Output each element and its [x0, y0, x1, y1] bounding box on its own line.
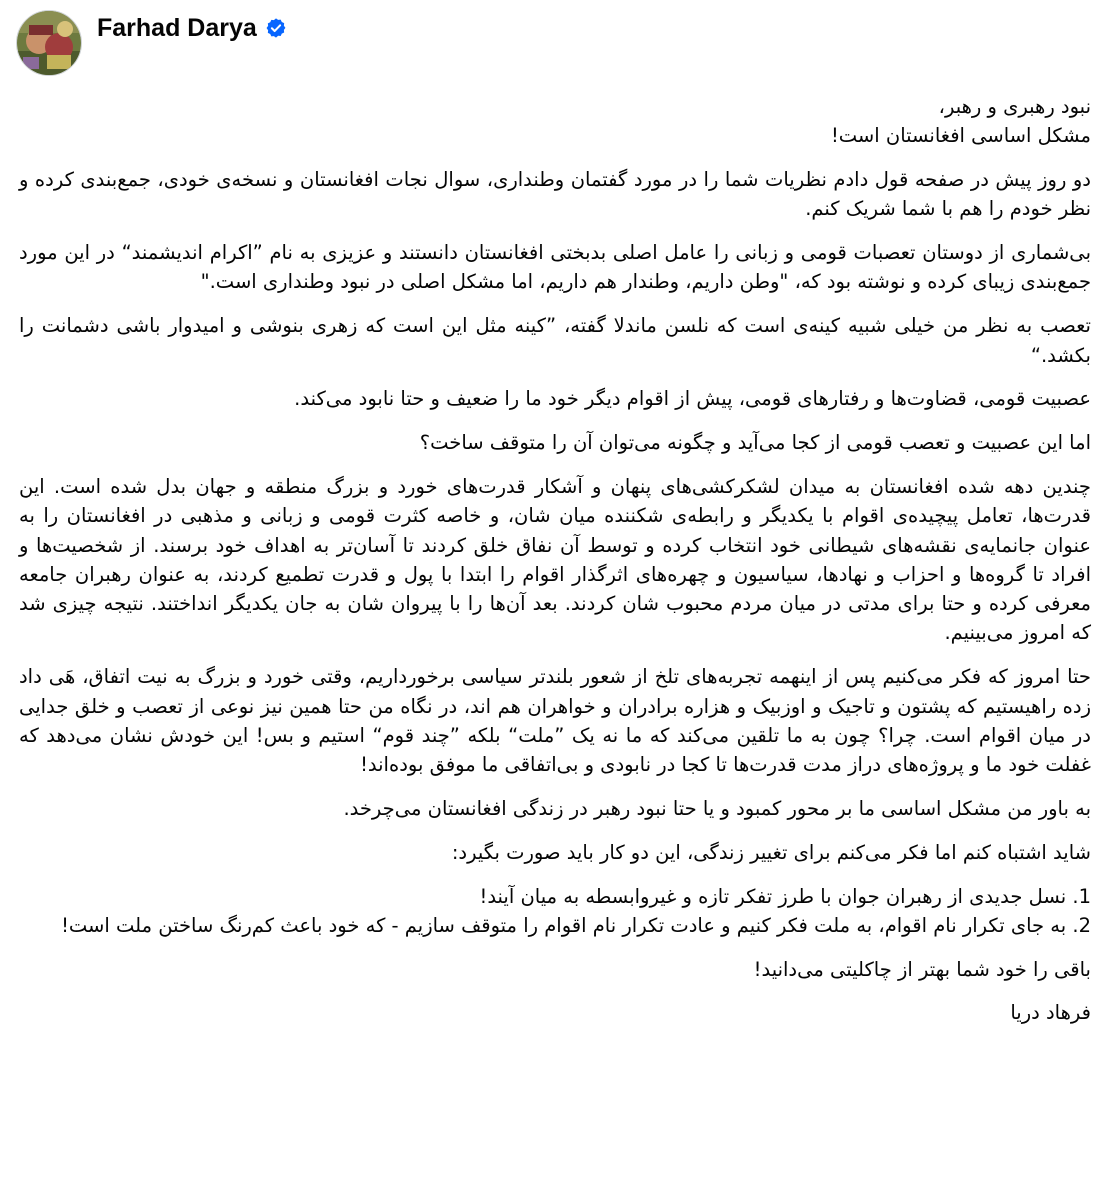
paragraph-5: اما این عصبیت و تعصب قومی از کجا می‌آید و چگونه می‌توان آن را متوقف ساخت؟	[419, 431, 1091, 455]
paragraph-8: به باور من مشکل اساسی ما بر محور کمبود و یا حتا نبود رهبر در زندگی افغانستان می‌چرخد.	[343, 796, 1091, 820]
paragraph-4: عصبیت قومی، قضاوت‌ها و رفتارهای قومی، پیش از اقوام دیگر خود ما را ضعیف و حتا نابود می‌کند.	[294, 387, 1091, 411]
signature: فرهاد دریا	[1010, 1001, 1091, 1025]
post-body	[19, 92, 1091, 1042]
profile-photo-icon	[17, 11, 82, 76]
post-header	[16, 8, 287, 78]
verified-badge-icon	[265, 17, 287, 39]
author-line	[97, 14, 287, 43]
paragraph-9: شاید اشتباه کنم اما فکر می‌کنم برای تغییر زندگی، این دو کار باید صورت بگیرد:	[451, 840, 1091, 864]
list-item-1: 1. نسل جدیدی از رهبران جوان با طرز تفکر تازه و غیروابسطه به میان آیند!	[479, 884, 1091, 908]
author-name[interactable]: Farhad Darya	[97, 13, 257, 42]
paragraph-1: دو روز پیش در صفحه قول دادم نظریات شما را در مورد گفتمان وطنداری، سوال نجات افغانستان و نسخه‌ی خودی، جمع‌بندی کرده و نظر خودم را هم با شما شریک کنم.	[19, 168, 1091, 221]
paragraph-10: باقی را خود شما بهتر از چاکلیتی می‌دانید!	[753, 957, 1091, 981]
title-line-2: مشکل اساسی افغانستان است!	[830, 124, 1091, 148]
paragraph-6: چندین دهه شده افغانستان به میدان لشکرکشی‌های پنهان و آشکار قدرت‌های خورد و بزرگ منطقه و جهان بدل شده است. این قدرت‌ها، تعامل پیچیده‌ی اقوام با یکدیگر و رابطه‌ی شکننده میان شان، و خاصه کثرت قومی و زبانی و مذهبی در افغانستان را به عنوان جانمایه‌ی نقشه‌های شیطانی خود انتخاب کرده و توسط آن نفاق خلق کردند تا آسان‌تر به اهداف خود برسند. از شخصیت‌ها و افراد تا گروه‌ها و احزاب و نهادها، سیاسیون و چهره‌های اثرگذار اقوام را ابتدا با پول و قدرت تطمیع کردند، به عنوان رهبران جامعه معرفی کرده و حتا برای مدتی در میان مردم محبوب شان کردند. بعد آن‌ها را با پیروان شان به جان یکدیگر انداختند. نتیجه چیزی شد که امروز می‌بینیم.	[19, 474, 1091, 645]
title-line-1: نبود رهبری و رهبر،	[938, 95, 1091, 118]
paragraph-3: تعصب به نظر من خیلی شبیه کینه‌ی است که نلسن ماندلا گفته، ”کینه مثل این است که زهری بنوشی و امیدوار باشی دشمانت را بکشد.“	[19, 314, 1091, 367]
paragraph-7: حتا امروز که فکر می‌کنیم پس از اینهمه تجربه‌های تلخ از شعور بلندتر سیاسی برخورداریم، وقتی خورد و بزرگ به نیت اتفاق، هَی داد زده راهیستیم که پشتون و تاجیک و اوزبیک و هزاره برادران و خواهران هم اند، در نگاه من حتا همین نیز نوعی از تعصب و خلق جدایی در میان اقوام است. چرا؟ چون به ما تلقین می‌کند که ما نه یک ”ملت“ بلکه ”چند قوم“ استیم و بس! این خودش نشان می‌دهد که غفلت خود ما و پروژه‌های دراز مدت قدرت‌ها تا کجا در نابودی و بی‌اتفاقی ما موفق بوده‌اند!	[19, 665, 1091, 777]
post-title	[19, 92, 1091, 151]
list-item-2: 2. به جای تکرار نام اقوام، به ملت فکر کنیم و عادت تکرار نام اقوام را متوقف سازیم - که خود باعث کم‌رنگ ساختن ملت است!	[61, 913, 1091, 937]
paragraph-2: بی‌شماری از دوستان تعصبات قومی و زبانی را عامل اصلی بدبختی افغانستان دانستند و عزیزی به نام ”اکرام اندیشمند“ در این مورد جمع‌بندی زیبای کرده و نوشته بود که، "وطن داریم، وطندار هم داریم، اما مشکل اصلی در نبود وطنداری است."	[19, 241, 1091, 294]
avatar[interactable]	[16, 10, 82, 76]
